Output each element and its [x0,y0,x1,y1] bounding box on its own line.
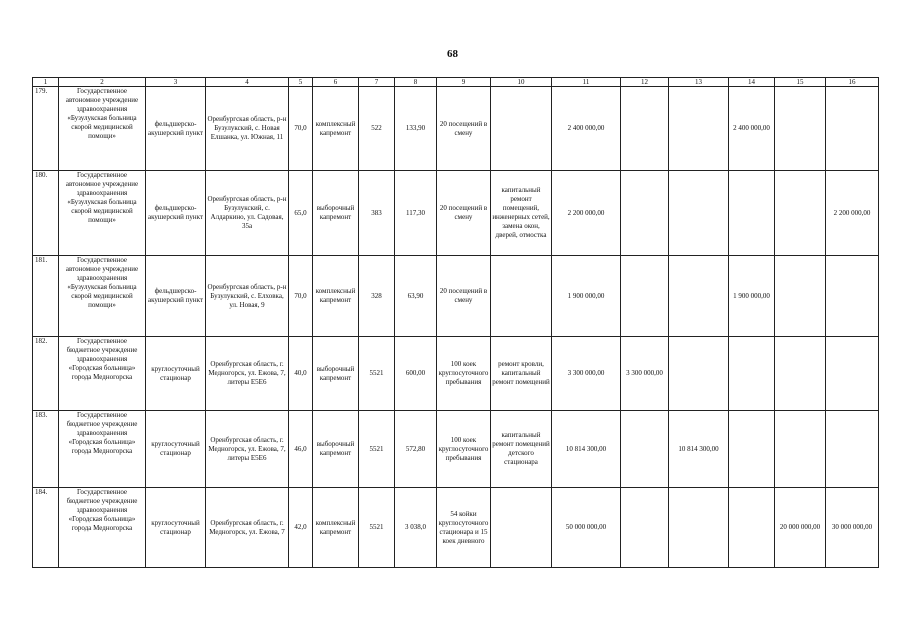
year-amount-cell [621,256,669,337]
year-amount-cell [775,337,826,411]
row-number: 182. [33,337,59,411]
work-type-cell: комплексный капремонт [313,256,359,337]
wear-percent-cell: 70,0 [289,87,313,171]
works-list-cell: капитальный ремонт помещений, инженерных сетей, замена окон, дверей, отмостка [491,171,552,256]
facility-type-cell: круглосуточный стационар [146,488,206,568]
column-header: 9 [437,78,491,87]
work-type-cell: выборочный капремонт [313,171,359,256]
work-type-cell: комплексный капремонт [313,87,359,171]
area-cell: 133,90 [395,87,437,171]
address-cell: Оренбургская область, р-н Бузулукский, с. Алдаркино, ул. Садовая, 35а [206,171,289,256]
institution-cell: Государственное бюджетное учреждение здравоохранения «Городская больница» города Медногорска [59,411,146,488]
address-cell: Оренбургская область, г. Медногорск, ул. Ежова, 7 [206,488,289,568]
header-row [33,78,879,87]
year-amount-cell [621,171,669,256]
institution-cell: Государственное автономное учреждение здравоохранения «Бузулукская больница скорой медицинской помощи» [59,171,146,256]
year-amount-cell [669,256,729,337]
code-cell: 5521 [359,488,395,568]
column-header: 2 [59,78,146,87]
facility-type-cell: фельдшерско-акушерский пункт [146,87,206,171]
address-cell: Оренбургская область, г. Медногорск, ул. Ежова, 7, литеры Е5Е6 [206,411,289,488]
year-amount-cell [775,411,826,488]
year-amount-cell [729,171,775,256]
wear-percent-cell: 46,0 [289,411,313,488]
total-cost-cell: 10 814 300,00 [552,411,621,488]
year-amount-cell [826,337,879,411]
table-row [33,488,879,568]
institution-cell: Государственное бюджетное учреждение здравоохранения «Городская больница» города Медногорска [59,337,146,411]
area-cell: 572,80 [395,411,437,488]
year-amount-cell [621,411,669,488]
code-cell: 5521 [359,411,395,488]
row-number: 179. [33,87,59,171]
year-amount-cell [729,411,775,488]
total-cost-cell: 2 400 000,00 [552,87,621,171]
address-cell: Оренбургская область, р-н Бузулукский, с. Новая Елшанка, ул. Южная, 11 [206,87,289,171]
year-amount-cell: 10 814 300,00 [669,411,729,488]
year-amount-cell [775,256,826,337]
facility-type-cell: круглосуточный стационар [146,411,206,488]
column-header: 16 [826,78,879,87]
area-cell: 63,90 [395,256,437,337]
area-cell: 117,30 [395,171,437,256]
year-amount-cell: 20 000 000,00 [775,488,826,568]
table-row [33,256,879,337]
work-type-cell: комплексный капремонт [313,488,359,568]
column-header: 11 [552,78,621,87]
column-header: 15 [775,78,826,87]
year-amount-cell [826,256,879,337]
year-amount-cell: 3 300 000,00 [621,337,669,411]
column-header: 13 [669,78,729,87]
year-amount-cell: 1 900 000,00 [729,256,775,337]
wear-percent-cell: 65,0 [289,171,313,256]
row-number: 184. [33,488,59,568]
table-row [33,411,879,488]
column-header: 4 [206,78,289,87]
total-cost-cell: 3 300 000,00 [552,337,621,411]
wear-percent-cell: 40,0 [289,337,313,411]
column-header: 14 [729,78,775,87]
column-header: 10 [491,78,552,87]
year-amount-cell [729,488,775,568]
works-list-cell [491,256,552,337]
work-type-cell: выборочный капремонт [313,337,359,411]
code-cell: 5521 [359,337,395,411]
column-header: 3 [146,78,206,87]
institution-cell: Государственное автономное учреждение здравоохранения «Бузулукская больница скорой медицинской помощи» [59,256,146,337]
year-amount-cell: 30 000 000,00 [826,488,879,568]
year-amount-cell: 2 200 000,00 [826,171,879,256]
area-cell: 3 038,0 [395,488,437,568]
work-type-cell: выборочный капремонт [313,411,359,488]
year-amount-cell [621,87,669,171]
year-amount-cell [669,87,729,171]
capacity-cell: 54 койки круглосуточного стационара и 15 коек дневного [437,488,491,568]
facility-type-cell: фельдшерско-акушерский пункт [146,171,206,256]
year-amount-cell: 2 400 000,00 [729,87,775,171]
year-amount-cell [669,171,729,256]
column-header: 7 [359,78,395,87]
column-header: 5 [289,78,313,87]
address-cell: Оренбургская область, р-н Бузулукский, с. Елховка, ул. Новая, 9 [206,256,289,337]
table-row [33,337,879,411]
year-amount-cell [669,337,729,411]
year-amount-cell [775,171,826,256]
year-amount-cell [621,488,669,568]
capacity-cell: 100 коек круглосуточного пребывания [437,411,491,488]
column-header: 12 [621,78,669,87]
wear-percent-cell: 42,0 [289,488,313,568]
total-cost-cell: 50 000 000,00 [552,488,621,568]
year-amount-cell [729,337,775,411]
column-header: 1 [33,78,59,87]
capacity-cell: 20 посещений в смену [437,256,491,337]
wear-percent-cell: 70,0 [289,256,313,337]
column-header: 6 [313,78,359,87]
works-list-cell: ремонт кровли, капитальный ремонт помещений [491,337,552,411]
capacity-cell: 20 посещений в смену [437,87,491,171]
row-number: 183. [33,411,59,488]
code-cell: 522 [359,87,395,171]
total-cost-cell: 2 200 000,00 [552,171,621,256]
year-amount-cell [826,87,879,171]
year-amount-cell [669,488,729,568]
works-list-cell [491,87,552,171]
row-number: 181. [33,256,59,337]
capacity-cell: 100 коек круглосуточного пребывания [437,337,491,411]
institution-cell: Государственное автономное учреждение здравоохранения «Бузулукская больница скорой медицинской помощи» [59,87,146,171]
total-cost-cell: 1 900 000,00 [552,256,621,337]
column-header: 8 [395,78,437,87]
facility-repair-table [32,77,879,568]
year-amount-cell [775,87,826,171]
year-amount-cell [826,411,879,488]
institution-cell: Государственное бюджетное учреждение здравоохранения «Городская больница» города Медногорска [59,488,146,568]
table-row [33,171,879,256]
address-cell: Оренбургская область, г. Медногорск, ул. Ежова, 7, литеры Е5Е6 [206,337,289,411]
facility-type-cell: круглосуточный стационар [146,337,206,411]
works-list-cell: капитальный ремонт помещений детского стационара [491,411,552,488]
row-number: 180. [33,171,59,256]
code-cell: 383 [359,171,395,256]
facility-type-cell: фельдшерско-акушерский пункт [146,256,206,337]
area-cell: 600,00 [395,337,437,411]
works-list-cell [491,488,552,568]
capacity-cell: 20 посещений в смену [437,171,491,256]
code-cell: 328 [359,256,395,337]
page-number: 68 [447,48,458,60]
table-row [33,87,879,171]
